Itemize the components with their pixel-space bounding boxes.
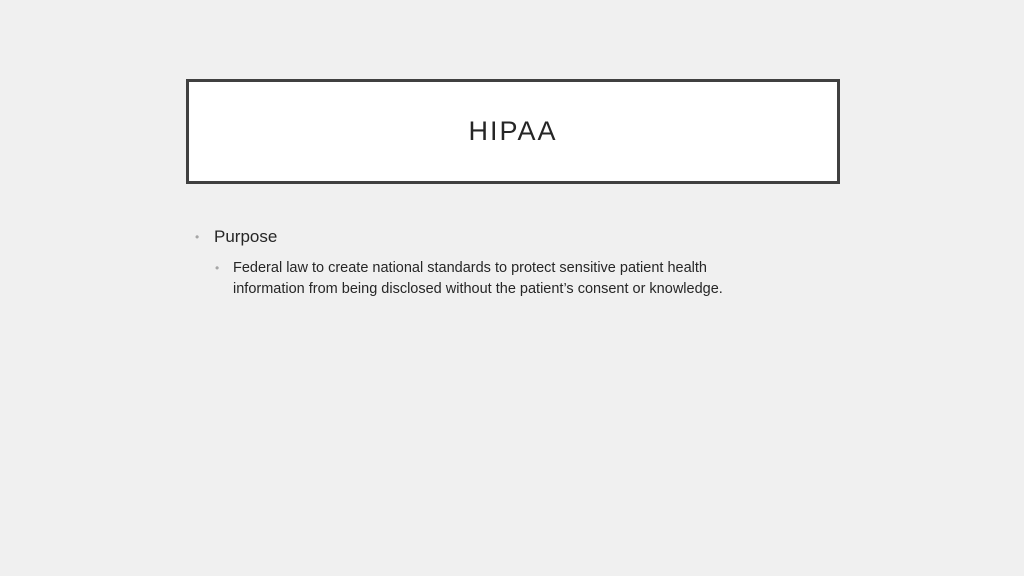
bullet-dot-icon: •	[195, 230, 200, 244]
slide-title: HIPAA	[468, 116, 558, 146]
bullet-text: Purpose	[214, 227, 278, 246]
sub-bullet-item	[215, 258, 775, 300]
bullet-item-purpose	[195, 224, 835, 250]
sub-bullet-text: Federal law to create national standards to protect sensitive patient health information from being disclosed without the patient’s consent or knowledge.	[233, 260, 723, 297]
title-box	[186, 79, 840, 184]
sub-bullet-dot-icon: •	[215, 261, 220, 275]
content-area	[195, 224, 835, 300]
